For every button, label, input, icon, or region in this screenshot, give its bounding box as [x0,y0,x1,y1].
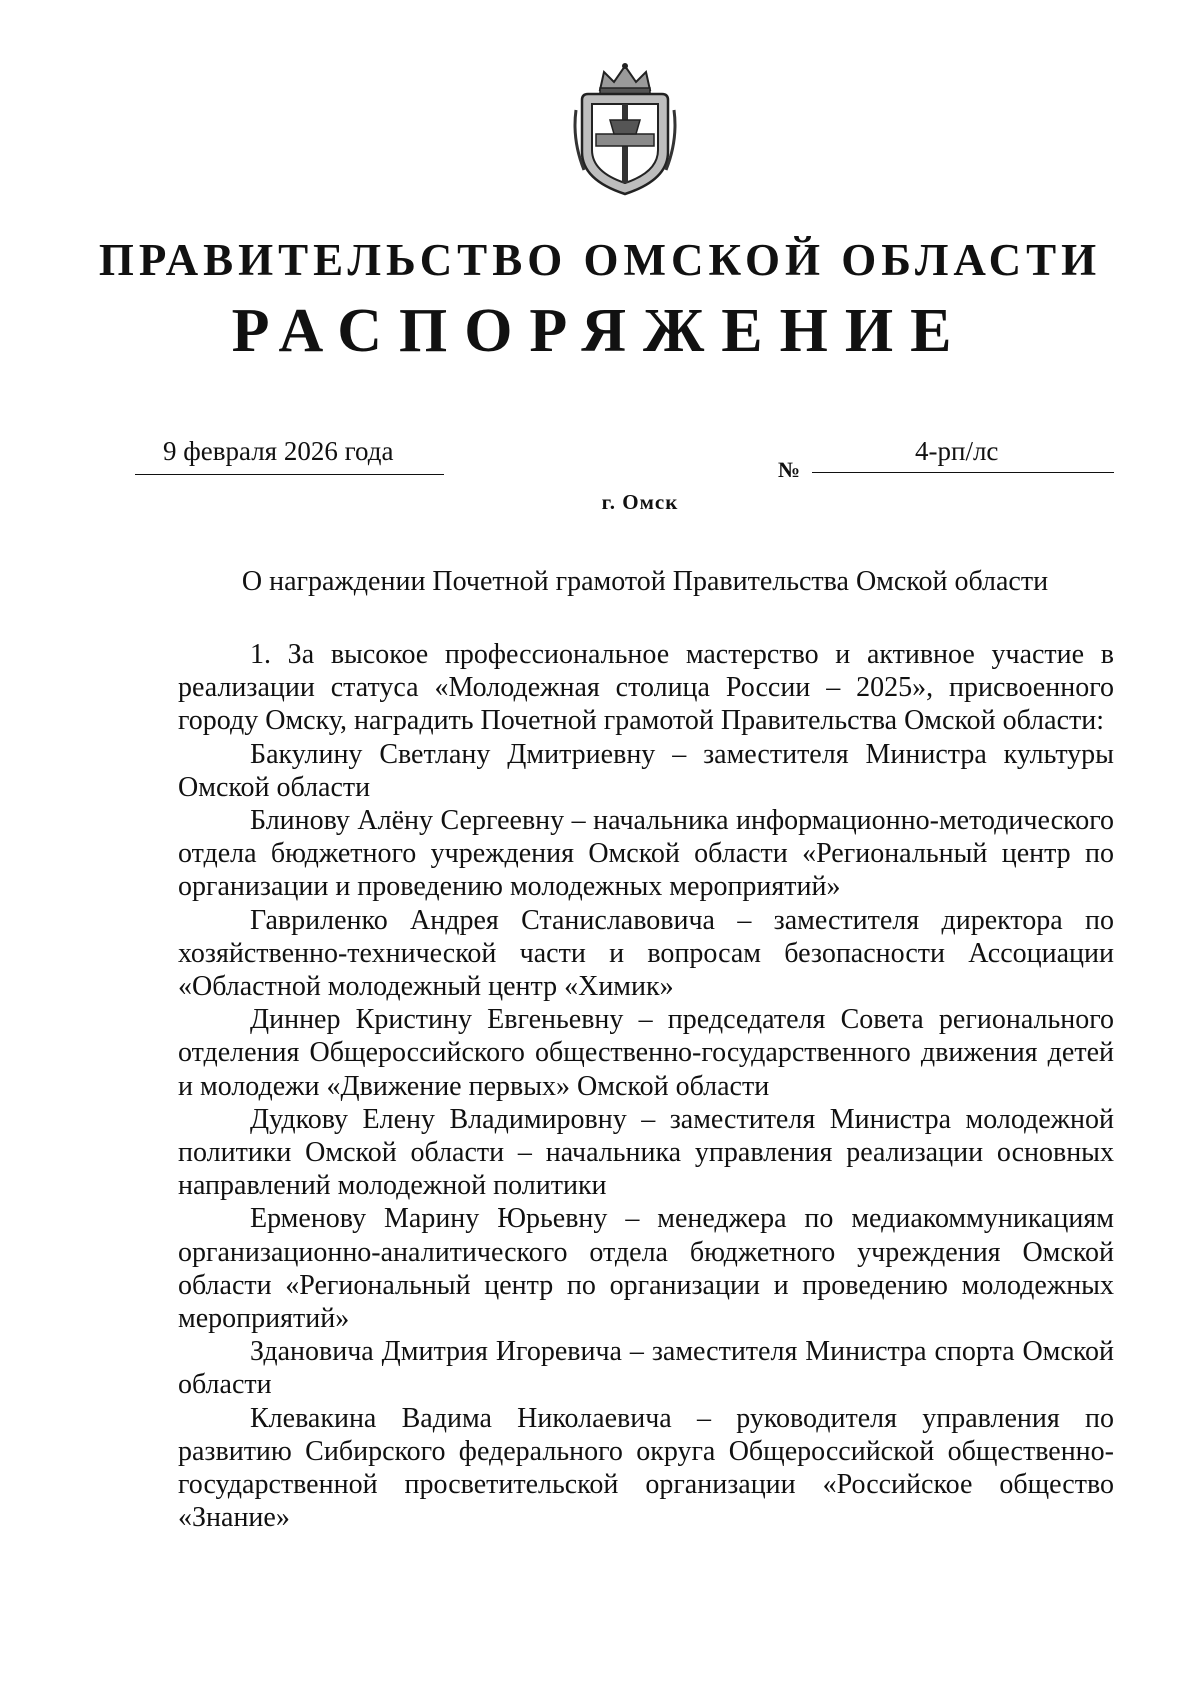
number-underline [812,472,1114,473]
award-entry: Ерменову Марину Юрьевну – менеджера по медиакоммуникациям организационно-аналитического отдела бюджетного учреждения Омской области «Региональный центр по организации и проведению молодежных мероприятий» [178,1203,1114,1335]
award-entry: Гавриленко Андрея Станиславовича – заместителя директора по хозяйственно-технической части и вопросам безопасности Ассоциации «Областной молодежный центр «Химик» [178,904,1114,1003]
date-underline [135,474,444,475]
award-entry: Диннер Кристину Евгеньевну – председателя Совета регионального отделения Общероссийского общественно-государственного движения детей и молодежи «Движение первых» Омской области [178,1004,1114,1102]
city-label: г. Омск [601,490,679,514]
award-entry: Дудкову Елену Владимировну – заместителя Министра молодежной политики Омской области – начальника управления реализации основных направлений молодежной политики [178,1103,1114,1202]
document-date: 9 февраля 2026 года [163,436,394,466]
government-heading: ПРАВИТЕЛЬСТВО ОМСКОЙ ОБЛАСТИ [98,235,1102,285]
omsk-coat-of-arms-emblem [570,60,680,198]
award-entry: Здановича Дмитрия Игоревича – заместителя Министра спорта Омской области [178,1336,1114,1401]
paragraph-intro: 1. За высокое профессиональное мастерство и активное участие в реализации статуса «Молодежная столица России – 2025», присвоенного городу Омску, наградить Почетной грамотой Правительства Омской области: [178,639,1114,737]
number-sign: № [778,457,801,482]
document-number: 4-рп/лс [915,436,999,466]
document-body [178,638,1114,1534]
award-entry: Бакулину Светлану Дмитриевну – заместителя Министра культуры Омской области [178,738,1114,803]
document-subject: О награждении Почетной грамотой Правительства Омской области [241,566,1049,597]
document-type-heading: РАСПОРЯЖЕНИЕ [231,297,969,365]
award-entry: Клевакина Вадима Николаевича – руководителя управления по развитию Сибирского федерального округа Общероссийской общественно-государственной просветительской организации «Российское общество «Знание» [178,1402,1114,1534]
award-entry: Блинову Алёну Сергеевну – начальника информационно-методического отдела бюджетного учреждения Омской области «Региональный центр по организации и проведению молодежных мероприятий» [178,805,1114,903]
